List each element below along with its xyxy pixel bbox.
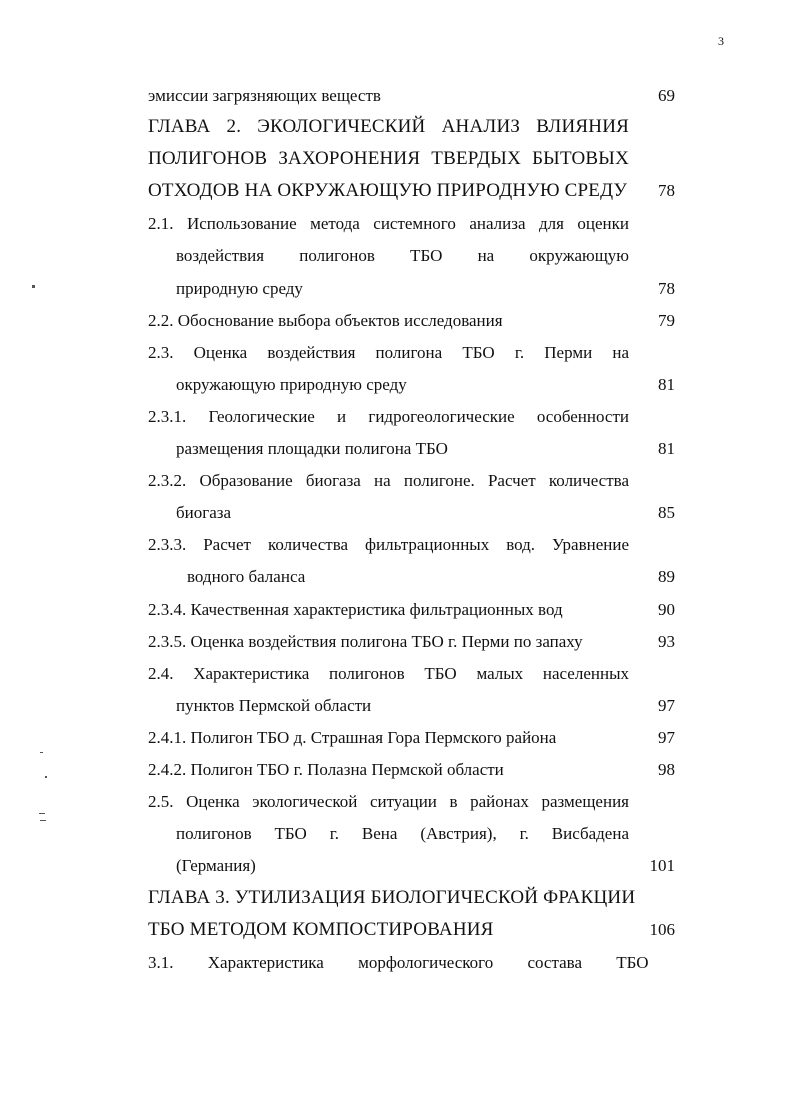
- toc-entry-text: эмиссии загрязняющих веществ: [148, 86, 381, 105]
- toc-entry-page: 98: [658, 760, 675, 779]
- page-number: 3: [718, 34, 724, 48]
- chapter-heading-line: ТБО МЕТОДОМ КОМПОСТИРОВАНИЯ: [148, 919, 494, 940]
- toc-entry-text: 2.4.1. Полигон ТБО д. Страшная Гора Пермского района: [148, 728, 557, 747]
- scan-speck: [45, 776, 47, 778]
- toc-entry-text: 2.3.5. Оценка воздействия полигона ТБО г. Перми по запаху: [148, 632, 583, 651]
- toc-entry-page: 81: [658, 439, 675, 458]
- toc-entry-page: 81: [658, 375, 675, 394]
- toc-entry-text: 2.4. Характеристика полигонов ТБО малых населенных: [148, 664, 629, 683]
- toc-entry-page: 89: [658, 567, 675, 586]
- toc-entry-text: 2.4.2. Полигон ТБО г. Полазна Пермской области: [148, 760, 504, 779]
- toc-entry-text: полигонов ТБО г. Вена (Австрия), г. Висбадена: [176, 824, 629, 843]
- toc-entry-page: 79: [658, 311, 675, 330]
- toc-entry-page: 90: [658, 600, 675, 619]
- toc-entry-page: 97: [658, 728, 675, 747]
- toc-entry-page: 78: [658, 279, 675, 298]
- toc-entry-text: природную среду: [176, 279, 303, 298]
- toc-entry-text: 2.1. Использование метода системного анализа для оценки: [148, 214, 629, 233]
- toc-entry-text: окружающую природную среду: [176, 375, 407, 394]
- toc-entry-text: водного баланса: [187, 567, 306, 586]
- toc-entry-text: пунктов Пермской области: [176, 696, 372, 715]
- toc-entry-text: (Германия): [176, 856, 256, 875]
- toc-entry-text: биогаза: [176, 503, 232, 522]
- toc-entry-page: 101: [649, 856, 675, 875]
- scan-speck: [40, 820, 46, 821]
- toc-entry-text: размещения площадки полигона ТБО: [176, 439, 448, 458]
- toc-entry-text: 2.3.1. Геологические и гидрогеологические особенности: [148, 407, 629, 426]
- scan-speck: [40, 752, 43, 753]
- toc-entry-page: 69: [658, 86, 675, 105]
- toc-entry-text: 2.2. Обоснование выбора объектов исследования: [148, 311, 503, 330]
- toc-entry-text: 2.3.4. Качественная характеристика фильтрационных вод: [148, 600, 563, 619]
- chapter-heading-line: ГЛАВА 3. УТИЛИЗАЦИЯ БИОЛОГИЧЕСКОЙ ФРАКЦИИ: [148, 887, 636, 908]
- toc-entry-text: 2.3.3. Расчет количества фильтрационных вод. Уравнение: [148, 535, 629, 554]
- toc-entry-text: 3.1. Характеристика морфологического состава ТБО: [148, 953, 649, 972]
- scan-speck: [32, 285, 35, 288]
- toc-entry-text: 2.3. Оценка воздействия полигона ТБО г. Перми на: [148, 343, 629, 362]
- toc-entry-text: воздействия полигонов ТБО на окружающую: [176, 246, 629, 265]
- toc-entry-text: 2.5. Оценка экологической ситуации в районах размещения: [148, 792, 629, 811]
- toc-entry-page: 93: [658, 632, 675, 651]
- chapter-heading-line: ГЛАВА 2. ЭКОЛОГИЧЕСКИЙ АНАЛИЗ ВЛИЯНИЯ: [148, 116, 629, 137]
- chapter-heading-line: ПОЛИГОНОВ ЗАХОРОНЕНИЯ ТВЕРДЫХ БЫТОВЫХ: [148, 148, 629, 169]
- toc-entry-page: 85: [658, 503, 675, 522]
- chapter-heading-line: ОТХОДОВ НА ОКРУЖАЮЩУЮ ПРИРОДНУЮ СРЕДУ: [148, 180, 628, 201]
- toc-entry-page: 106: [649, 920, 675, 939]
- toc-entry-page: 78: [658, 181, 675, 200]
- scan-speck: [39, 813, 45, 814]
- toc-entry-text: 2.3.2. Образование биогаза на полигоне. Расчет количества: [148, 471, 629, 490]
- toc-entry-page: 97: [658, 696, 675, 715]
